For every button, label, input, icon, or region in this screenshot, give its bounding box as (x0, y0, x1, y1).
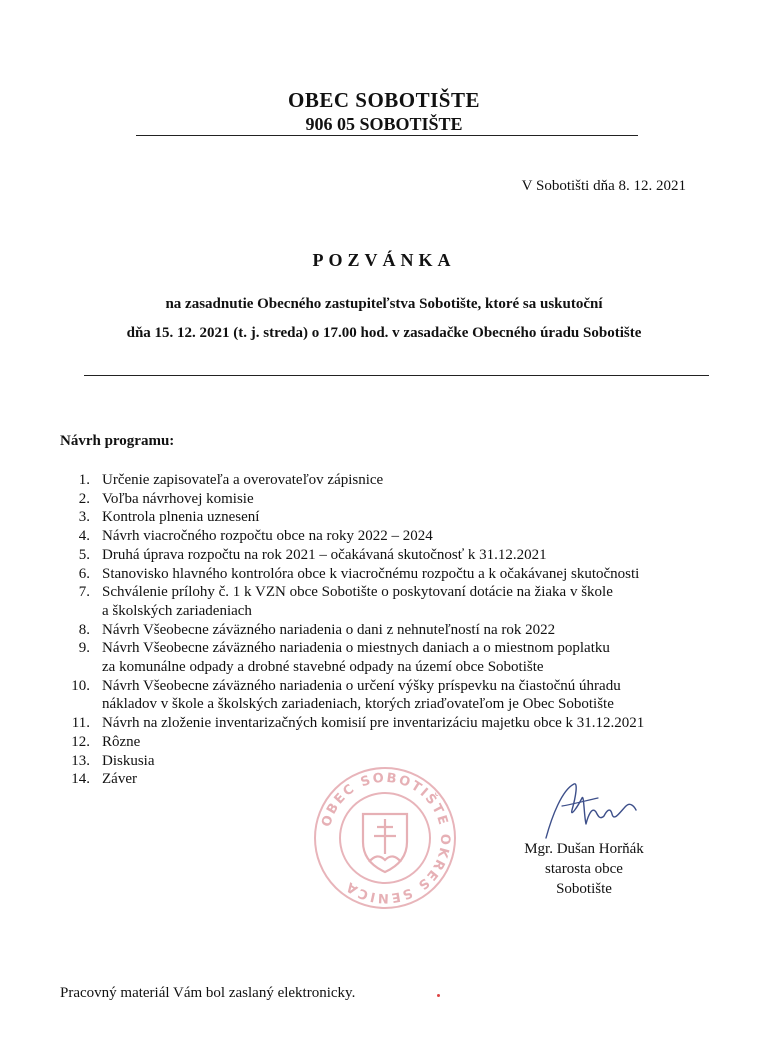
agenda-item-number: 7. (78, 584, 90, 601)
agenda-item-number: 3. (78, 509, 90, 526)
signer-name: Mgr. Dušan Horňák (524, 841, 644, 857)
subtitle-line-1: na zasadnutie Obecného zastupiteľstva Sobotište, ktoré sa uskutoční (165, 296, 603, 312)
agenda-item-number: 2. (78, 490, 90, 507)
agenda-item (60, 714, 720, 733)
agenda-item-text: a školských zariadeniach (102, 602, 252, 619)
signer-place: Sobotište (556, 881, 612, 897)
agenda-item-text: Návrh na zloženie inventarizačných komisií pre inventarizáciu majetku obce k 31.12.2021 (102, 715, 645, 732)
agenda-item (60, 621, 720, 640)
agenda-item-number (60, 602, 92, 621)
agenda-item (60, 508, 720, 527)
agenda-item-text: Kontrola plnenia uznesení (102, 509, 260, 526)
agenda-item-number: 1. (78, 472, 90, 488)
subtitle-line-2: dňa 15. 12. 2021 (t. j. streda) o 17.00 hod. v zasadačke Obecného úradu Sobotište (126, 325, 642, 341)
program-heading: Návrh programu: (60, 433, 175, 449)
agenda-item-number: 10. (71, 677, 90, 694)
agenda-item-number: 12. (71, 733, 90, 750)
agenda-item-number (60, 695, 92, 714)
agenda-item (60, 583, 720, 602)
document-title: POZVÁNKA (312, 250, 456, 270)
agenda-item (60, 471, 720, 490)
agenda-item (60, 639, 720, 658)
agenda-item-number: 9. (78, 640, 90, 657)
municipality-address: 906 05 SOBOTIŠTE (305, 114, 463, 134)
agenda-item (60, 565, 720, 584)
section-divider (84, 375, 709, 376)
signature-icon (540, 776, 638, 846)
agenda-item-number: 4. (78, 528, 90, 545)
stamp-text: OBEC SOBOTIŠTE OKRES SENICA (319, 770, 453, 906)
agenda-item (60, 546, 720, 565)
agenda-item-text: Druhá úprava rozpočtu na rok 2021 – očakávaná skutočnosť k 31.12.2021 (102, 546, 547, 563)
agenda-item-text: Rôzne (102, 733, 141, 750)
agenda-item-text: Schválenie prílohy č. 1 k VZN obce Sobotište o poskytovaní dotácie na žiaka v škole (102, 584, 613, 601)
agenda-item (60, 658, 720, 677)
agenda-item-number: 6. (78, 565, 90, 582)
footer-note: Pracovný materiál Vám bol zaslaný elektronicky. (60, 985, 356, 1001)
agenda-item (60, 733, 720, 752)
agenda-item-number: 8. (78, 621, 90, 638)
agenda-item-number: 5. (78, 546, 90, 563)
agenda-item (60, 602, 720, 621)
coat-of-arms-icon (363, 814, 407, 872)
agenda-item-text: Záver (102, 771, 137, 788)
agenda-item-text: Voľba návrhovej komisie (102, 490, 254, 507)
agenda-list (60, 471, 720, 789)
signature-block (464, 839, 704, 899)
agenda-item-number (60, 658, 92, 677)
official-stamp (311, 764, 459, 912)
ink-mark (437, 994, 440, 997)
agenda-item-text: Stanovisko hlavného kontrolóra obce k viacročnému rozpočtu a k očakávanej skutočnosti (102, 565, 640, 582)
agenda-item-text: nákladov v škole a školských zariadeniach, ktorých zriaďovateľom je Obec Sobotište (102, 696, 614, 713)
agenda-item (60, 527, 720, 546)
date-line: V Sobotišti dňa 8. 12. 2021 (521, 178, 686, 194)
agenda-item-text: Diskusia (102, 752, 155, 769)
agenda-item-text: Určenie zapisovateľa a overovateľov zápisnice (102, 472, 384, 488)
agenda-item-text: Návrh Všeobecne záväzného nariadenia o dani z nehnuteľností na rok 2022 (102, 621, 556, 638)
agenda-item-text: Návrh Všeobecne záväzného nariadenia o určení výšky príspevku na čiastočnú úhradu (102, 677, 621, 694)
agenda-item-number: 13. (71, 752, 90, 769)
agenda-item-text: za komunálne odpady a drobné stavebné odpady na území obce Sobotište (102, 659, 544, 676)
municipality-name: OBEC SOBOTIŠTE (288, 88, 480, 112)
agenda-item (60, 695, 720, 714)
agenda-item-text: Návrh Všeobecne záväzného nariadenia o miestnych daniach a o miestnom poplatku (102, 640, 610, 657)
agenda-item-number: 11. (71, 715, 90, 732)
signer-role: starosta obce (545, 861, 623, 877)
agenda-item-number: 14. (71, 771, 90, 788)
agenda-item (60, 677, 720, 696)
agenda-item-text: Návrh viacročného rozpočtu obce na roky 2022 – 2024 (102, 528, 433, 545)
agenda-item (60, 490, 720, 509)
header-divider (136, 135, 638, 136)
